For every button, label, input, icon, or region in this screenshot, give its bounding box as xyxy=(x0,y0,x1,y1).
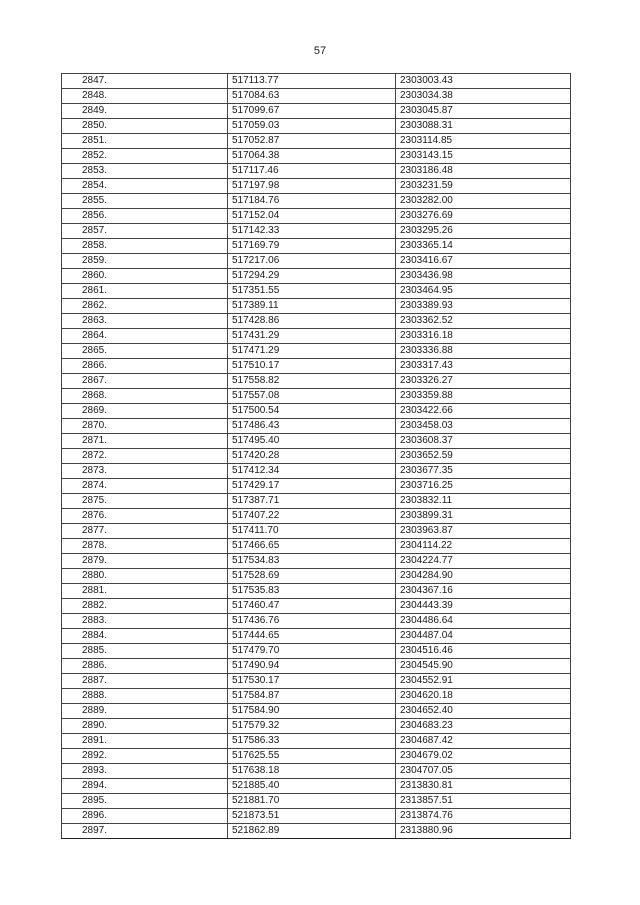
x-coordinate-cell: 517142.33 xyxy=(228,224,396,239)
y-coordinate-cell: 2303359.88 xyxy=(396,389,571,404)
x-coordinate-cell: 517407.22 xyxy=(228,509,396,524)
table-row xyxy=(62,599,571,614)
point-number-cell: 2849. xyxy=(62,104,228,119)
table-row xyxy=(62,824,571,839)
x-coordinate-cell: 517436.76 xyxy=(228,614,396,629)
table-row xyxy=(62,584,571,599)
y-coordinate-cell: 2303389.93 xyxy=(396,299,571,314)
point-number-cell: 2894. xyxy=(62,779,228,794)
y-coordinate-cell: 2303088.31 xyxy=(396,119,571,134)
point-number-cell: 2893. xyxy=(62,764,228,779)
x-coordinate-cell: 517152.04 xyxy=(228,209,396,224)
x-coordinate-cell: 517084.63 xyxy=(228,89,396,104)
x-coordinate-cell: 517584.87 xyxy=(228,689,396,704)
y-coordinate-cell: 2303677.35 xyxy=(396,464,571,479)
x-coordinate-cell: 517471.29 xyxy=(228,344,396,359)
x-coordinate-cell: 517490.94 xyxy=(228,659,396,674)
y-coordinate-cell: 2304620.18 xyxy=(396,689,571,704)
table-row xyxy=(62,194,571,209)
x-coordinate-cell: 517099.67 xyxy=(228,104,396,119)
y-coordinate-cell: 2304683.23 xyxy=(396,719,571,734)
x-coordinate-cell: 517528.69 xyxy=(228,569,396,584)
x-coordinate-cell: 517500.54 xyxy=(228,404,396,419)
table-row xyxy=(62,149,571,164)
table-row xyxy=(62,554,571,569)
point-number-cell: 2851. xyxy=(62,134,228,149)
y-coordinate-cell: 2303365.14 xyxy=(396,239,571,254)
y-coordinate-cell: 2304487.04 xyxy=(396,629,571,644)
table-row xyxy=(62,389,571,404)
point-number-cell: 2868. xyxy=(62,389,228,404)
table-row xyxy=(62,344,571,359)
y-coordinate-cell: 2304679.02 xyxy=(396,749,571,764)
x-coordinate-cell: 517510.17 xyxy=(228,359,396,374)
x-coordinate-cell: 517530.17 xyxy=(228,674,396,689)
y-coordinate-cell: 2303045.87 xyxy=(396,104,571,119)
point-number-cell: 2852. xyxy=(62,149,228,164)
y-coordinate-cell: 2303282.00 xyxy=(396,194,571,209)
x-coordinate-cell: 517294.29 xyxy=(228,269,396,284)
point-number-cell: 2859. xyxy=(62,254,228,269)
point-number-cell: 2881. xyxy=(62,584,228,599)
table-row xyxy=(62,359,571,374)
table-row xyxy=(62,464,571,479)
x-coordinate-cell: 517052.87 xyxy=(228,134,396,149)
x-coordinate-cell: 517534.83 xyxy=(228,554,396,569)
point-number-cell: 2850. xyxy=(62,119,228,134)
x-coordinate-cell: 517411.70 xyxy=(228,524,396,539)
point-number-cell: 2889. xyxy=(62,704,228,719)
y-coordinate-cell: 2303832.11 xyxy=(396,494,571,509)
x-coordinate-cell: 521881.70 xyxy=(228,794,396,809)
y-coordinate-cell: 2303716.25 xyxy=(396,479,571,494)
y-coordinate-cell: 2303186.48 xyxy=(396,164,571,179)
y-coordinate-cell: 2303295.26 xyxy=(396,224,571,239)
point-number-cell: 2890. xyxy=(62,719,228,734)
point-number-cell: 2865. xyxy=(62,344,228,359)
x-coordinate-cell: 517486.43 xyxy=(228,419,396,434)
table-row xyxy=(62,719,571,734)
x-coordinate-cell: 517466.65 xyxy=(228,539,396,554)
point-number-cell: 2863. xyxy=(62,314,228,329)
y-coordinate-cell: 2303114.85 xyxy=(396,134,571,149)
point-number-cell: 2860. xyxy=(62,269,228,284)
y-coordinate-cell: 2304652.40 xyxy=(396,704,571,719)
y-coordinate-cell: 2303436.98 xyxy=(396,269,571,284)
x-coordinate-cell: 521885.40 xyxy=(228,779,396,794)
x-coordinate-cell: 517431.29 xyxy=(228,329,396,344)
point-number-cell: 2874. xyxy=(62,479,228,494)
x-coordinate-cell: 517351.55 xyxy=(228,284,396,299)
point-number-cell: 2891. xyxy=(62,734,228,749)
x-coordinate-cell: 517420.28 xyxy=(228,449,396,464)
point-number-cell: 2864. xyxy=(62,329,228,344)
point-number-cell: 2896. xyxy=(62,809,228,824)
table-row xyxy=(62,734,571,749)
point-number-cell: 2883. xyxy=(62,614,228,629)
x-coordinate-cell: 517197.98 xyxy=(228,179,396,194)
x-coordinate-cell: 517389.11 xyxy=(228,299,396,314)
point-number-cell: 2885. xyxy=(62,644,228,659)
x-coordinate-cell: 517113.77 xyxy=(228,74,396,89)
point-number-cell: 2870. xyxy=(62,419,228,434)
table-row xyxy=(62,524,571,539)
x-coordinate-cell: 517460.47 xyxy=(228,599,396,614)
y-coordinate-cell: 2303034.38 xyxy=(396,89,571,104)
y-coordinate-cell: 2303899.31 xyxy=(396,509,571,524)
table-row xyxy=(62,134,571,149)
y-coordinate-cell: 2303608.37 xyxy=(396,434,571,449)
x-coordinate-cell: 517557.08 xyxy=(228,389,396,404)
y-coordinate-cell: 2303652.59 xyxy=(396,449,571,464)
table-row xyxy=(62,209,571,224)
table-row xyxy=(62,479,571,494)
point-number-cell: 2867. xyxy=(62,374,228,389)
table-row xyxy=(62,794,571,809)
x-coordinate-cell: 517412.34 xyxy=(228,464,396,479)
coordinates-table-body xyxy=(62,74,571,839)
y-coordinate-cell: 2304707.05 xyxy=(396,764,571,779)
y-coordinate-cell: 2313830.81 xyxy=(396,779,571,794)
table-row xyxy=(62,314,571,329)
y-coordinate-cell: 2304552.91 xyxy=(396,674,571,689)
y-coordinate-cell: 2303362.52 xyxy=(396,314,571,329)
table-row xyxy=(62,434,571,449)
x-coordinate-cell: 517579.32 xyxy=(228,719,396,734)
table-row xyxy=(62,299,571,314)
x-coordinate-cell: 517535.83 xyxy=(228,584,396,599)
y-coordinate-cell: 2303422.66 xyxy=(396,404,571,419)
y-coordinate-cell: 2304224.77 xyxy=(396,554,571,569)
table-row xyxy=(62,89,571,104)
y-coordinate-cell: 2303464.95 xyxy=(396,284,571,299)
y-coordinate-cell: 2304486.64 xyxy=(396,614,571,629)
x-coordinate-cell: 517184.76 xyxy=(228,194,396,209)
y-coordinate-cell: 2313857.51 xyxy=(396,794,571,809)
table-row xyxy=(62,614,571,629)
table-row xyxy=(62,374,571,389)
point-number-cell: 2882. xyxy=(62,599,228,614)
table-row xyxy=(62,629,571,644)
x-coordinate-cell: 517495.40 xyxy=(228,434,396,449)
table-row xyxy=(62,659,571,674)
table-row xyxy=(62,764,571,779)
y-coordinate-cell: 2303316.18 xyxy=(396,329,571,344)
table-row xyxy=(62,104,571,119)
table-row xyxy=(62,644,571,659)
point-number-cell: 2892. xyxy=(62,749,228,764)
point-number-cell: 2853. xyxy=(62,164,228,179)
point-number-cell: 2857. xyxy=(62,224,228,239)
point-number-cell: 2888. xyxy=(62,689,228,704)
point-number-cell: 2872. xyxy=(62,449,228,464)
table-row xyxy=(62,509,571,524)
table-row xyxy=(62,329,571,344)
y-coordinate-cell: 2303416.67 xyxy=(396,254,571,269)
table-row xyxy=(62,779,571,794)
point-number-cell: 2848. xyxy=(62,89,228,104)
table-row xyxy=(62,74,571,89)
table-row xyxy=(62,494,571,509)
table-row xyxy=(62,569,571,584)
x-coordinate-cell: 517638.18 xyxy=(228,764,396,779)
point-number-cell: 2897. xyxy=(62,824,228,839)
y-coordinate-cell: 2303336.88 xyxy=(396,344,571,359)
x-coordinate-cell: 517586.33 xyxy=(228,734,396,749)
point-number-cell: 2871. xyxy=(62,434,228,449)
point-number-cell: 2887. xyxy=(62,674,228,689)
x-coordinate-cell: 517429.17 xyxy=(228,479,396,494)
x-coordinate-cell: 517625.55 xyxy=(228,749,396,764)
y-coordinate-cell: 2304545.90 xyxy=(396,659,571,674)
y-coordinate-cell: 2313874.76 xyxy=(396,809,571,824)
point-number-cell: 2858. xyxy=(62,239,228,254)
point-number-cell: 2847. xyxy=(62,74,228,89)
point-number-cell: 2869. xyxy=(62,404,228,419)
table-row xyxy=(62,269,571,284)
point-number-cell: 2879. xyxy=(62,554,228,569)
point-number-cell: 2878. xyxy=(62,539,228,554)
x-coordinate-cell: 521862.89 xyxy=(228,824,396,839)
y-coordinate-cell: 2304114.22 xyxy=(396,539,571,554)
point-number-cell: 2895. xyxy=(62,794,228,809)
y-coordinate-cell: 2313880.96 xyxy=(396,824,571,839)
x-coordinate-cell: 517217.06 xyxy=(228,254,396,269)
y-coordinate-cell: 2304516.46 xyxy=(396,644,571,659)
point-number-cell: 2875. xyxy=(62,494,228,509)
y-coordinate-cell: 2304367.16 xyxy=(396,584,571,599)
table-row xyxy=(62,284,571,299)
table-row xyxy=(62,404,571,419)
point-number-cell: 2862. xyxy=(62,299,228,314)
table-row xyxy=(62,164,571,179)
table-row xyxy=(62,704,571,719)
table-row xyxy=(62,119,571,134)
y-coordinate-cell: 2303326.27 xyxy=(396,374,571,389)
x-coordinate-cell: 517584.90 xyxy=(228,704,396,719)
x-coordinate-cell: 517059.03 xyxy=(228,119,396,134)
point-number-cell: 2861. xyxy=(62,284,228,299)
y-coordinate-cell: 2303276.69 xyxy=(396,209,571,224)
table-row xyxy=(62,254,571,269)
y-coordinate-cell: 2304443.39 xyxy=(396,599,571,614)
point-number-cell: 2854. xyxy=(62,179,228,194)
table-row xyxy=(62,809,571,824)
table-row xyxy=(62,674,571,689)
x-coordinate-cell: 517479.70 xyxy=(228,644,396,659)
x-coordinate-cell: 517169.79 xyxy=(228,239,396,254)
point-number-cell: 2880. xyxy=(62,569,228,584)
y-coordinate-cell: 2303231.59 xyxy=(396,179,571,194)
table-row xyxy=(62,539,571,554)
table-row xyxy=(62,239,571,254)
point-number-cell: 2866. xyxy=(62,359,228,374)
table-row xyxy=(62,419,571,434)
table-row xyxy=(62,179,571,194)
y-coordinate-cell: 2303317.43 xyxy=(396,359,571,374)
x-coordinate-cell: 517387.71 xyxy=(228,494,396,509)
table-row xyxy=(62,689,571,704)
y-coordinate-cell: 2303143.15 xyxy=(396,149,571,164)
page-number: 57 xyxy=(313,45,327,57)
x-coordinate-cell: 517558.82 xyxy=(228,374,396,389)
y-coordinate-cell: 2303458.03 xyxy=(396,419,571,434)
coordinates-table xyxy=(61,73,571,839)
y-coordinate-cell: 2303003.43 xyxy=(396,74,571,89)
y-coordinate-cell: 2304284.90 xyxy=(396,569,571,584)
table-row xyxy=(62,749,571,764)
x-coordinate-cell: 521873.51 xyxy=(228,809,396,824)
point-number-cell: 2873. xyxy=(62,464,228,479)
y-coordinate-cell: 2303963.87 xyxy=(396,524,571,539)
point-number-cell: 2855. xyxy=(62,194,228,209)
table-row xyxy=(62,449,571,464)
x-coordinate-cell: 517064.38 xyxy=(228,149,396,164)
table-row xyxy=(62,224,571,239)
x-coordinate-cell: 517117.46 xyxy=(228,164,396,179)
point-number-cell: 2876. xyxy=(62,509,228,524)
point-number-cell: 2884. xyxy=(62,629,228,644)
point-number-cell: 2877. xyxy=(62,524,228,539)
y-coordinate-cell: 2304687.42 xyxy=(396,734,571,749)
x-coordinate-cell: 517428.86 xyxy=(228,314,396,329)
point-number-cell: 2856. xyxy=(62,209,228,224)
x-coordinate-cell: 517444.65 xyxy=(228,629,396,644)
point-number-cell: 2886. xyxy=(62,659,228,674)
